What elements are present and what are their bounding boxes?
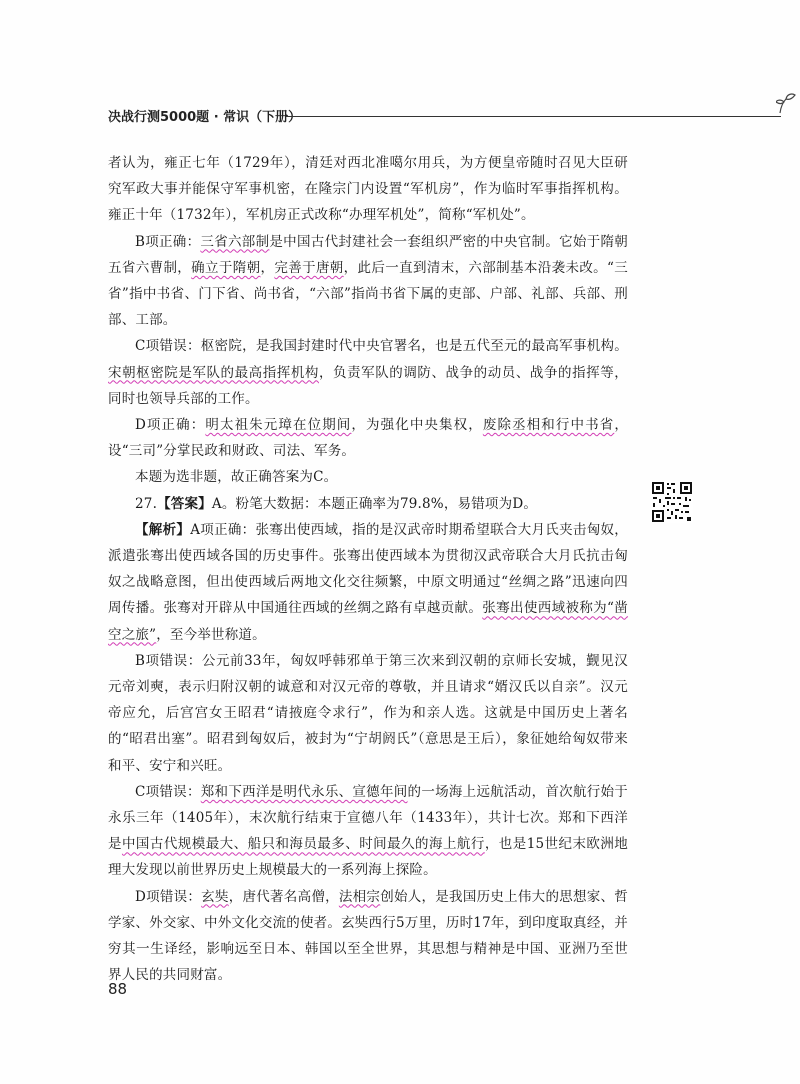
text-run: D项错误： [135, 888, 202, 905]
highlighted-phrase: 宋朝枢密院是军队的最高指挥机构 [108, 364, 319, 381]
paragraph-p8 [108, 648, 628, 779]
text-run: A项正确：张骞出使西域，指的是汉武帝时期希望联合大月氏夹击匈奴，派遣张骞出使西域各国的历史事件。张骞出使西域本为贯彻汉武帝联合大月氏抗击匈奴之战略意图，但出使西域后两地文化交往频繁，中原文明通过“丝绸之路”迅速向四周传播。张骞对开辟从中国通往西域的丝绸之路有卓越贡献。 [108, 521, 628, 617]
paragraph-p4 [108, 412, 628, 464]
answer-explanation-body [108, 150, 628, 989]
paragraph-p2 [108, 229, 628, 334]
paragraph-p10 [108, 884, 628, 989]
highlighted-phrase: 玄奘 [201, 888, 229, 905]
paragraph-p5 [108, 464, 628, 490]
paragraph-p9 [108, 779, 628, 884]
text-run: 本题为选非题，故正确答案为C。 [135, 469, 338, 486]
text-run: A。粉笔大数据：本题正确率为79.8%，易错项为D。 [211, 495, 538, 512]
book-title: 决战行测5000题 · 常识（下册） [108, 110, 302, 125]
highlighted-phrase: 完善于唐朝 [274, 259, 344, 276]
text-run: ，也是15世纪末欧洲地理大发现以前世界历史上规模最大的一系列海上探险。 [108, 836, 629, 879]
text-run: ，设“三司”分掌民政和财政、司法、军务。 [108, 417, 629, 460]
sprout-icon [776, 92, 800, 114]
text-run: ，至今举世称道。 [156, 626, 266, 643]
bold-label: 【解析】 [135, 521, 191, 538]
text-run: ， [260, 259, 275, 276]
text-run: 者认为，雍正七年（1729年），清廷对西北准噶尔用兵，为方便皇帝随时召见大臣研究军政大事并能保守军事机密，在隆宗门内设置“军机房”，作为临时军事指挥机构。雍正十年（1732年），军机房正式改称“办理军机处”，简称“军机处”。 [108, 155, 628, 224]
text-run: 27. [135, 495, 158, 512]
highlighted-phrase: 废除丞相和行中书省 [482, 417, 615, 434]
text-run: ，此后一直到清末，六部制基本沿袭未改。“三省”指中书省、门下省、尚书省，“六部”指尚书省下属的吏部、户部、礼部、兵部、刑部、工部。 [108, 259, 629, 329]
text-run: 创始人，是我国历史上伟大的思想家、哲学家、外交家、中外文化交流的使者。玄奘西行5万里，历时17年，到印度取真经，并穷其一生译经，影响远至日本、韩国以至全世界，其思想与精神是中国、亚洲乃至世界人民的共同财富。 [108, 888, 628, 984]
paragraph-p7 [108, 517, 628, 648]
paragraph-p6 [108, 491, 628, 517]
qr-code-icon[interactable] [651, 481, 693, 523]
text-run: D项正确： [135, 417, 206, 434]
running-header [108, 104, 708, 134]
highlighted-phrase: 中国古代规模最大、船只和海员最多、时间最久的海上航行 [121, 836, 485, 853]
header-rule [286, 116, 781, 117]
text-run: B项错误：公元前33年，匈奴呼韩邪单于第三次来到汉朝的京师长安城，觐见汉元帝刘奭，表示归附汉朝的诚意和对汉元帝的尊敬，并且请求“婿汉氏以自亲”。汉元帝应允，后宫宫女王昭君“请掖庭令求行”，作为和亲人选。这就是中国历史上著名的“昭君出塞”。昭君到匈奴后，被封为“宁胡阏氏”（意思是王后），象征她给匈奴带来和平、安宁和兴旺。 [108, 652, 628, 774]
text-run: 的一场海上远航活动，首次航行始于永乐三年（1405年），末次航行结束于宣德八年（1433年），共计七次。郑和下西洋是 [108, 783, 628, 853]
paragraph-p1 [108, 150, 628, 229]
text-run: C项错误：枢密院，是我国封建时代中央官署名，也是五代至元的最高军事机构。 [135, 338, 628, 355]
highlighted-phrase: 明太祖朱元璋在位期间 [205, 417, 352, 434]
highlighted-phrase: 确立于隋朝 [191, 259, 261, 276]
highlighted-phrase: 郑和下西洋是明代永乐、宣德年间 [200, 783, 408, 800]
highlighted-phrase: 三省六部制 [200, 233, 270, 250]
page-number: 88 [108, 980, 128, 998]
bold-label: 【答案】 [157, 495, 212, 512]
text-run: 是中国古代封建社会一套组织严密的中央官制。它始于隋朝五省六曹制， [108, 233, 629, 276]
paragraph-p3 [108, 333, 628, 412]
highlighted-phrase: 张骞出使西域被称为“凿空之旅” [108, 600, 629, 643]
text-run: C项错误： [135, 783, 201, 800]
text-run: B项正确： [135, 233, 201, 250]
highlighted-phrase: 法相宗 [338, 888, 381, 905]
text-run: ，唐代著名高僧， [228, 888, 339, 905]
text-run: ，负责军队的调防、战争的动员、战争的指挥等，同时也领导兵部的工作。 [108, 364, 629, 407]
text-run: ，为强化中央集权， [351, 417, 483, 434]
